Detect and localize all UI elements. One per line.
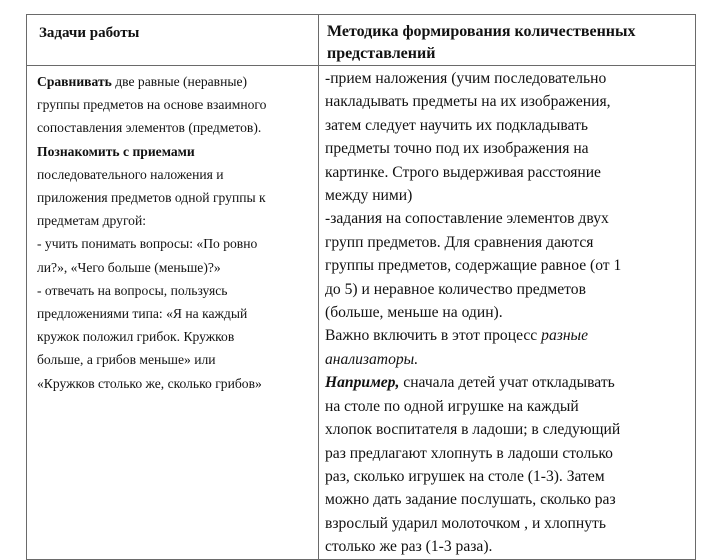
method-example-keyword: Например, xyxy=(325,374,400,392)
method-line: столько же раз (1-3 раза). xyxy=(325,538,493,556)
tasks-line: группы предметов на основе взаимного xyxy=(37,97,267,113)
method-line: -задания на сопоставление элементов двух xyxy=(325,210,609,228)
header-method-text: Методика формирования количественных представлений xyxy=(327,23,636,62)
tasks-line: кружок положил грибок. Кружков xyxy=(37,329,235,345)
method-line: картинке. Строго выдерживая расстояние xyxy=(325,163,601,181)
method-line: затем следует научить их подкладывать xyxy=(325,116,588,134)
method-line: -прием наложения (учим последовательно xyxy=(325,70,607,87)
method-line: взрослый ударил молоточком , и хлопнуть xyxy=(325,514,606,532)
method-line-text: сначала детей учат откладывать xyxy=(399,374,615,392)
method-line-text: Важно включить в этот процесс xyxy=(325,327,542,345)
tasks-line: последовательного наложения и xyxy=(37,166,224,182)
tasks-line: предметам другой: xyxy=(37,213,147,229)
tasks-line-bold: Познакомить с приемами xyxy=(37,143,195,159)
method-cell xyxy=(319,66,696,560)
method-line: (больше, меньше на один). xyxy=(325,304,503,322)
method-line: раз предлагают хлопнуть в ладоши столько xyxy=(325,444,613,462)
tasks-line-text: две равные (неравные) xyxy=(111,74,248,89)
tasks-line: предложениями типа: «Я на каждый xyxy=(37,306,248,322)
content-row xyxy=(27,66,696,560)
tasks-line: - отвечать на вопросы, пользуясь xyxy=(37,282,228,298)
header-tasks-text: Задачи работы xyxy=(39,25,140,41)
method-line: раз, сколько игрушек на столе (1-3). Затем xyxy=(325,467,605,485)
tasks-keyword-compare: Сравнивать xyxy=(37,74,112,89)
method-line: можно дать задание послушать, сколько раз xyxy=(325,491,616,509)
method-italic-line: анализаторы. xyxy=(325,350,419,368)
header-row xyxy=(27,15,696,66)
header-cell-method xyxy=(319,15,696,66)
header-cell-tasks xyxy=(27,15,319,66)
tasks-line: - учить понимать вопросы: «По ровно xyxy=(37,236,258,252)
method-line: между ними) xyxy=(325,187,413,205)
tasks-line: больше, а грибов меньше» или xyxy=(37,352,216,368)
tasks-line: сопоставления элементов (предметов). xyxy=(37,120,262,136)
tasks-cell xyxy=(27,66,319,560)
method-line: хлопок воспитателя в ладоши; в следующий xyxy=(325,421,621,439)
tasks-line: ли?», «Чего больше (меньше)?» xyxy=(37,259,221,275)
method-line: до 5) и неравное количество предметов xyxy=(325,280,586,298)
method-line: групп предметов. Для сравнения даются xyxy=(325,233,594,251)
methodology-table-frame xyxy=(26,14,695,556)
method-line: накладывать предметы на их изображения, xyxy=(325,93,611,111)
tasks-line: приложения предметов одной группы к xyxy=(37,190,266,206)
method-line: на столе по одной игрушке на каждый xyxy=(325,397,579,415)
tasks-line: «Кружков столько же, сколько грибов» xyxy=(37,375,262,391)
method-line xyxy=(325,371,692,394)
method-line xyxy=(325,324,692,347)
method-line: предметы точно под их изображения на xyxy=(325,140,589,158)
tasks-line xyxy=(37,70,316,93)
method-line: группы предметов, содержащие равное (от 1 xyxy=(325,257,622,275)
methodology-table xyxy=(26,14,696,560)
method-italic-text: разные xyxy=(541,327,589,345)
